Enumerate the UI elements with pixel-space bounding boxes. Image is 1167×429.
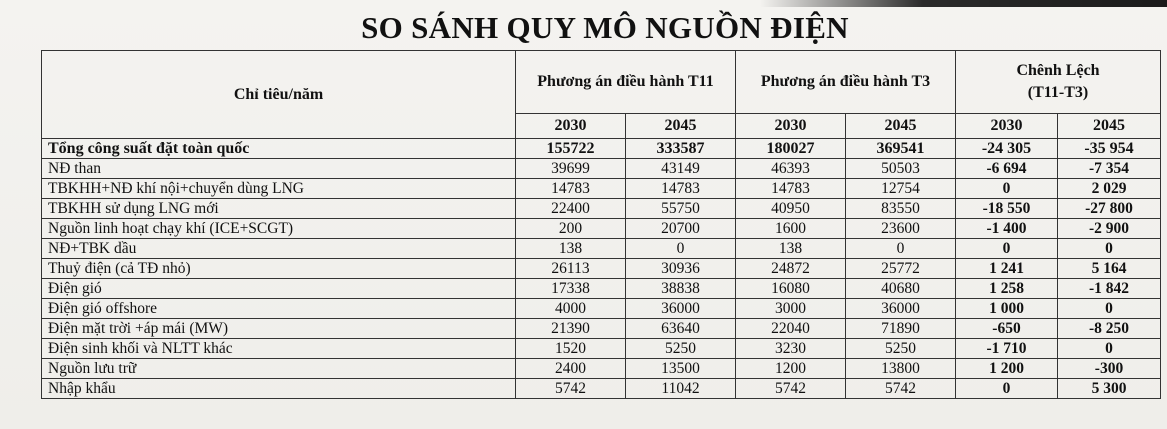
cell-diff-2045: 2 029 <box>1058 179 1161 199</box>
row-label: Nguồn linh hoạt chạy khí (ICE+SCGT) <box>42 219 516 239</box>
cell-t11-2045: 30936 <box>626 259 736 279</box>
cell-t11-2045: 20700 <box>626 219 736 239</box>
cell-diff-2030: -6 694 <box>956 159 1058 179</box>
cell-diff-2045: -8 250 <box>1058 319 1161 339</box>
cell-t3-2030: 1600 <box>736 219 846 239</box>
row-label: TBKHH+NĐ khí nội+chuyển dùng LNG <box>42 179 516 199</box>
table-row <box>42 259 1161 279</box>
cell-t11-2045: 14783 <box>626 179 736 199</box>
cell-diff-2030: -18 550 <box>956 199 1058 219</box>
cell-diff-2030: -650 <box>956 319 1058 339</box>
cell-t11-2030: 2400 <box>516 359 626 379</box>
cell-t3-2030: 5742 <box>736 379 846 399</box>
cell-t3-2030: 16080 <box>736 279 846 299</box>
cell-t3-2030: 180027 <box>736 139 846 159</box>
year-header: 2030 <box>516 114 626 139</box>
table-row <box>42 359 1161 379</box>
table-row <box>42 199 1161 219</box>
cell-t11-2030: 21390 <box>516 319 626 339</box>
row-label: Tổng công suất đặt toàn quốc <box>42 139 516 159</box>
plan-t11-header: Phương án điều hành T11 <box>516 51 736 114</box>
year-header: 2045 <box>846 114 956 139</box>
cell-diff-2030: 1 258 <box>956 279 1058 299</box>
cell-t11-2030: 155722 <box>516 139 626 159</box>
cell-t3-2030: 22040 <box>736 319 846 339</box>
cell-t3-2045: 13800 <box>846 359 956 379</box>
cell-t11-2045: 43149 <box>626 159 736 179</box>
comparison-table <box>41 50 1161 399</box>
row-label: NĐ than <box>42 159 516 179</box>
year-header: 2030 <box>956 114 1058 139</box>
cell-diff-2030: 1 241 <box>956 259 1058 279</box>
cell-t3-2045: 23600 <box>846 219 956 239</box>
cell-diff-2045: -35 954 <box>1058 139 1161 159</box>
year-header: 2045 <box>1058 114 1161 139</box>
cell-diff-2045: -2 900 <box>1058 219 1161 239</box>
row-label: Nhập khẩu <box>42 379 516 399</box>
row-label: Điện sinh khối và NLTT khác <box>42 339 516 359</box>
cell-diff-2030: 0 <box>956 379 1058 399</box>
page-title: SO SÁNH QUY MÔ NGUỒN ĐIỆN <box>361 10 849 45</box>
cell-diff-2045: -300 <box>1058 359 1161 379</box>
indicator-header: Chỉ tiêu/năm <box>42 51 516 139</box>
cell-t11-2045: 13500 <box>626 359 736 379</box>
table-row <box>42 339 1161 359</box>
cell-t11-2045: 36000 <box>626 299 736 319</box>
cell-diff-2045: 0 <box>1058 339 1161 359</box>
cell-t11-2045: 0 <box>626 239 736 259</box>
scan-edge-shadow <box>760 0 1167 7</box>
row-label: NĐ+TBK dầu <box>42 239 516 259</box>
table-row <box>42 319 1161 339</box>
cell-t3-2045: 83550 <box>846 199 956 219</box>
cell-t11-2030: 22400 <box>516 199 626 219</box>
cell-diff-2030: 1 000 <box>956 299 1058 319</box>
cell-diff-2030: -1 400 <box>956 219 1058 239</box>
cell-diff-2045: -7 354 <box>1058 159 1161 179</box>
cell-diff-2030: 0 <box>956 239 1058 259</box>
cell-diff-2045: -27 800 <box>1058 199 1161 219</box>
table-row-total <box>42 139 1161 159</box>
cell-t3-2030: 40950 <box>736 199 846 219</box>
cell-t11-2030: 39699 <box>516 159 626 179</box>
cell-t11-2030: 138 <box>516 239 626 259</box>
cell-diff-2030: -1 710 <box>956 339 1058 359</box>
cell-t11-2030: 5742 <box>516 379 626 399</box>
cell-diff-2030: 0 <box>956 179 1058 199</box>
cell-diff-2030: -24 305 <box>956 139 1058 159</box>
cell-diff-2045: 5 300 <box>1058 379 1161 399</box>
row-label: Điện gió offshore <box>42 299 516 319</box>
cell-t3-2030: 3000 <box>736 299 846 319</box>
cell-t3-2045: 25772 <box>846 259 956 279</box>
cell-t11-2030: 14783 <box>516 179 626 199</box>
cell-t11-2045: 11042 <box>626 379 736 399</box>
cell-t3-2045: 71890 <box>846 319 956 339</box>
cell-t3-2030: 14783 <box>736 179 846 199</box>
row-label: Thuỷ điện (cả TĐ nhỏ) <box>42 259 516 279</box>
cell-t11-2030: 200 <box>516 219 626 239</box>
difference-header-line1: Chênh Lệch <box>1016 62 1100 79</box>
row-label: TBKHH sử dụng LNG mới <box>42 199 516 219</box>
row-label: Điện gió <box>42 279 516 299</box>
cell-t11-2030: 26113 <box>516 259 626 279</box>
cell-t3-2045: 12754 <box>846 179 956 199</box>
year-header: 2030 <box>736 114 846 139</box>
cell-t3-2045: 0 <box>846 239 956 259</box>
cell-t11-2030: 1520 <box>516 339 626 359</box>
row-label: Điện mặt trời +áp mái (MW) <box>42 319 516 339</box>
table-row <box>42 299 1161 319</box>
cell-diff-2030: 1 200 <box>956 359 1058 379</box>
cell-diff-2045: 5 164 <box>1058 259 1161 279</box>
table-row <box>42 179 1161 199</box>
difference-header <box>956 51 1161 114</box>
cell-t3-2045: 36000 <box>846 299 956 319</box>
table-row <box>42 219 1161 239</box>
plan-t3-header: Phương án điều hành T3 <box>736 51 956 114</box>
cell-t11-2045: 38838 <box>626 279 736 299</box>
cell-t3-2045: 5250 <box>846 339 956 359</box>
cell-t3-2030: 138 <box>736 239 846 259</box>
cell-t3-2045: 50503 <box>846 159 956 179</box>
cell-t3-2045: 40680 <box>846 279 956 299</box>
cell-t11-2030: 4000 <box>516 299 626 319</box>
cell-t3-2030: 1200 <box>736 359 846 379</box>
header-row <box>42 51 1161 114</box>
cell-diff-2045: 0 <box>1058 299 1161 319</box>
cell-t3-2030: 3230 <box>736 339 846 359</box>
table-row <box>42 159 1161 179</box>
cell-t3-2030: 46393 <box>736 159 846 179</box>
cell-diff-2045: 0 <box>1058 239 1161 259</box>
table-row <box>42 379 1161 399</box>
year-header: 2045 <box>626 114 736 139</box>
table-row <box>42 239 1161 259</box>
cell-t11-2045: 63640 <box>626 319 736 339</box>
cell-t11-2045: 333587 <box>626 139 736 159</box>
difference-header-line2: (T11-T3) <box>1027 84 1089 101</box>
cell-t3-2045: 369541 <box>846 139 956 159</box>
cell-t11-2045: 5250 <box>626 339 736 359</box>
cell-t11-2030: 17338 <box>516 279 626 299</box>
cell-t11-2045: 55750 <box>626 199 736 219</box>
table-row <box>42 279 1161 299</box>
cell-t3-2045: 5742 <box>846 379 956 399</box>
cell-diff-2045: -1 842 <box>1058 279 1161 299</box>
row-label: Nguồn lưu trữ <box>42 359 516 379</box>
cell-t3-2030: 24872 <box>736 259 846 279</box>
